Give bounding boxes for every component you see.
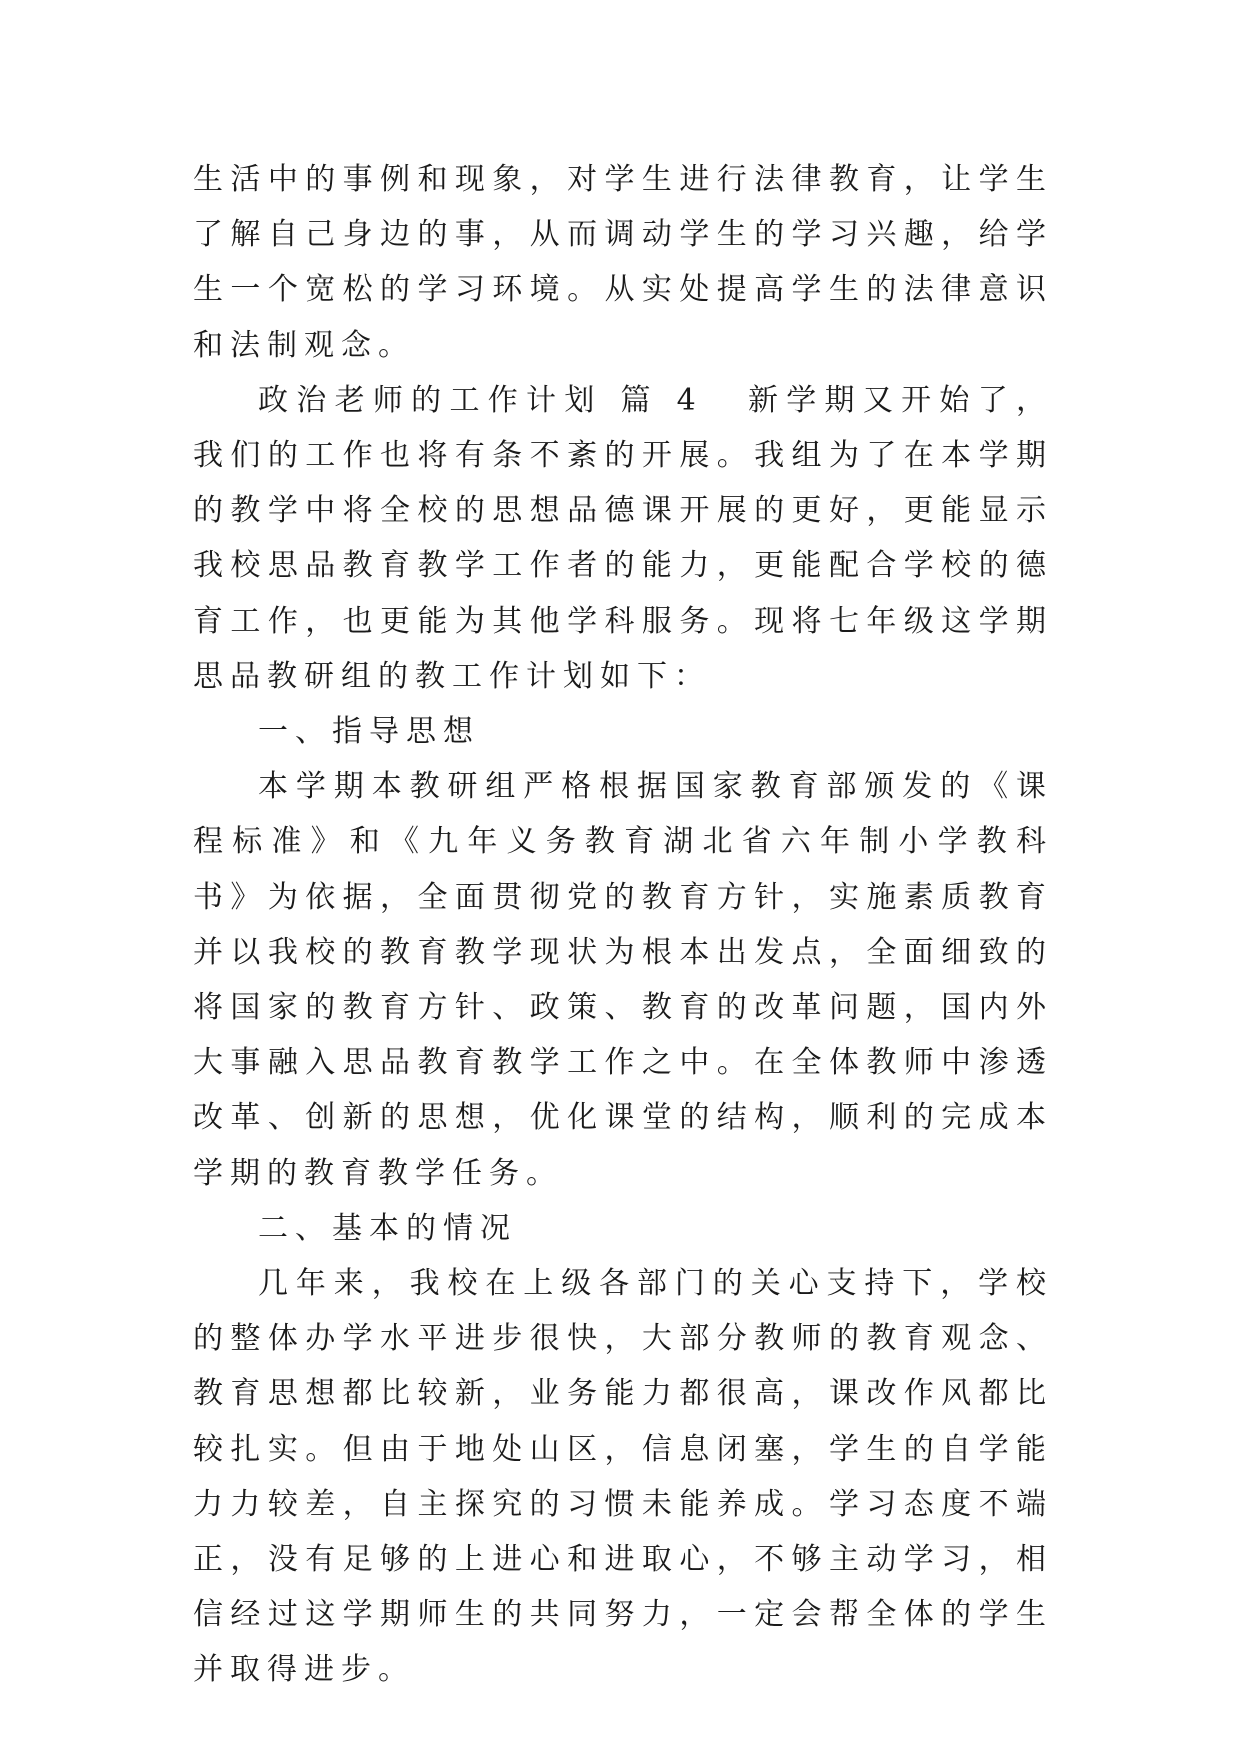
paragraph-plan-4 <box>193 373 1053 704</box>
section-title-plan-4: 政治老师的工作计划 篇 4 <box>258 382 703 418</box>
paragraph-intro-continuation: 生活中的事例和现象，对学生进行法律教育，让学生了解自己身边的事，从而调动学生的学习兴趣，给学生一个宽松的学习环境。从实处提高学生的法律意识和法制观念。 <box>193 162 1053 363</box>
paragraph-guiding-ideology: 本学期本教研组严格根据国家教育部颁发的《课程标准》和《九年义务教育湖北省六年制小学教科书》为依据，全面贯彻党的教育方针，实施素质教育并以我校的教育教学现状为根本出发点，全面细致的将国家的教育方针、政策、教育的改革问题，国内外大事融入思品教育教学工作之中。在全体教师中渗透改革、创新的思想，优化课堂的结构，顺利的完成本学期的教育教学任务。 <box>193 769 1053 1191</box>
heading-basic-situation: 二、基本的情况 <box>258 1210 517 1246</box>
paragraph-plan-4-text: 新学期又开始了，我们的工作也将有条不紊的开展。我组为了在本学期的教学中将全校的思想品德课开展的更好，更能显示我校思品教育教学工作者的能力，更能配合学校的德育工作，也更能为其他学科服务。现将七年级这学期思品教研组的教工作计划如下： <box>193 382 1053 694</box>
paragraph-basic-situation: 几年来，我校在上级各部门的关心支持下，学校的整体办学水平进步很快，大部分教师的教育观念、教育思想都比较新，业务能力都很高，课改作风都比较扎实。但由于地处山区，信息闭塞，学生的自学能力力较差，自主探究的习惯未能养成。学习态度不端正，没有足够的上进心和进取心，不够主动学习，相信经过这学期师生的共同努力，一定会帮全体的学生并取得进步。 <box>193 1266 1053 1688</box>
document-body <box>193 152 1053 1698</box>
heading-guiding-ideology: 一、指导思想 <box>258 714 480 750</box>
